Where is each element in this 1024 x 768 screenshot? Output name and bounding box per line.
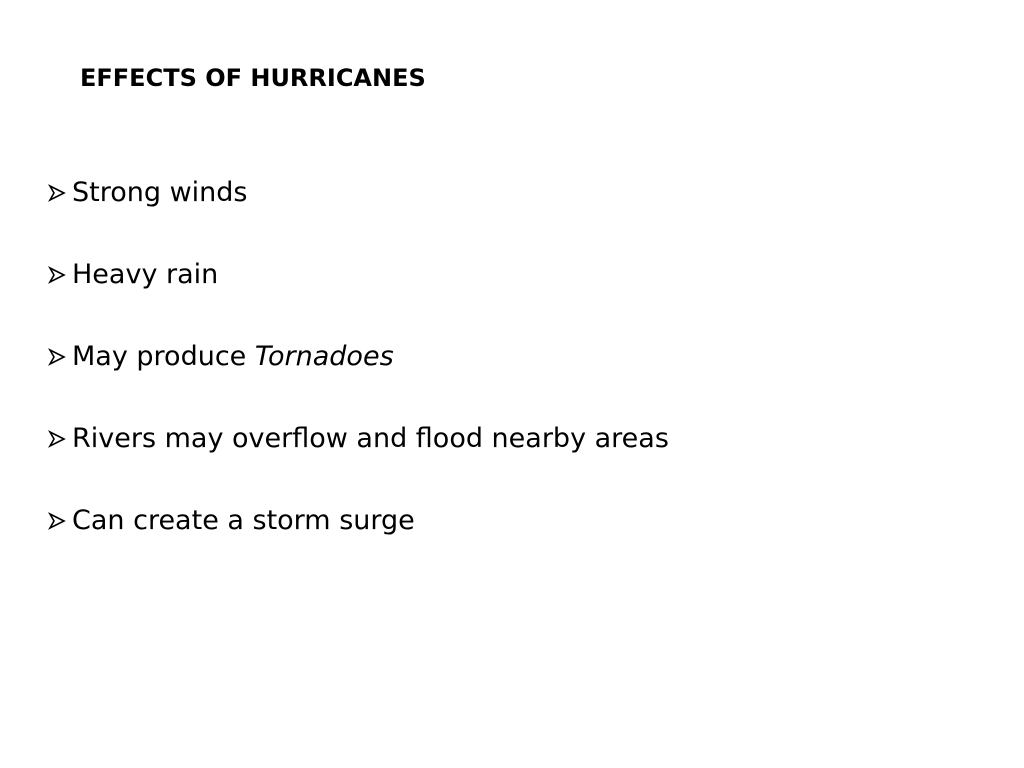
bullet-list (48, 175, 669, 585)
bullet-text-lead: May produce (72, 341, 255, 372)
bullet-item-heavy-rain (48, 257, 669, 339)
bullet-item-tornadoes (48, 339, 669, 421)
bullet-item-strong-winds (48, 175, 669, 257)
arrowhead-bullet-icon (48, 421, 72, 457)
bullet-text: Rivers may overflow and flood nearby areas (72, 423, 669, 454)
bullet-item-storm-surge (48, 503, 669, 585)
bullet-text-emphasis: Tornadoes (254, 341, 394, 372)
arrowhead-bullet-icon (48, 175, 72, 211)
arrowhead-bullet-icon (48, 503, 72, 539)
bullet-text (72, 339, 394, 375)
bullet-text: Heavy rain (72, 259, 219, 290)
bullet-item-rivers-flood (48, 421, 669, 503)
bullet-text: Strong winds (72, 177, 248, 208)
arrowhead-bullet-icon (48, 257, 72, 293)
slide-title: EFFECTS OF HURRICANES (80, 64, 426, 92)
arrowhead-bullet-icon (48, 339, 72, 375)
bullet-text: Can create a storm surge (72, 505, 415, 536)
